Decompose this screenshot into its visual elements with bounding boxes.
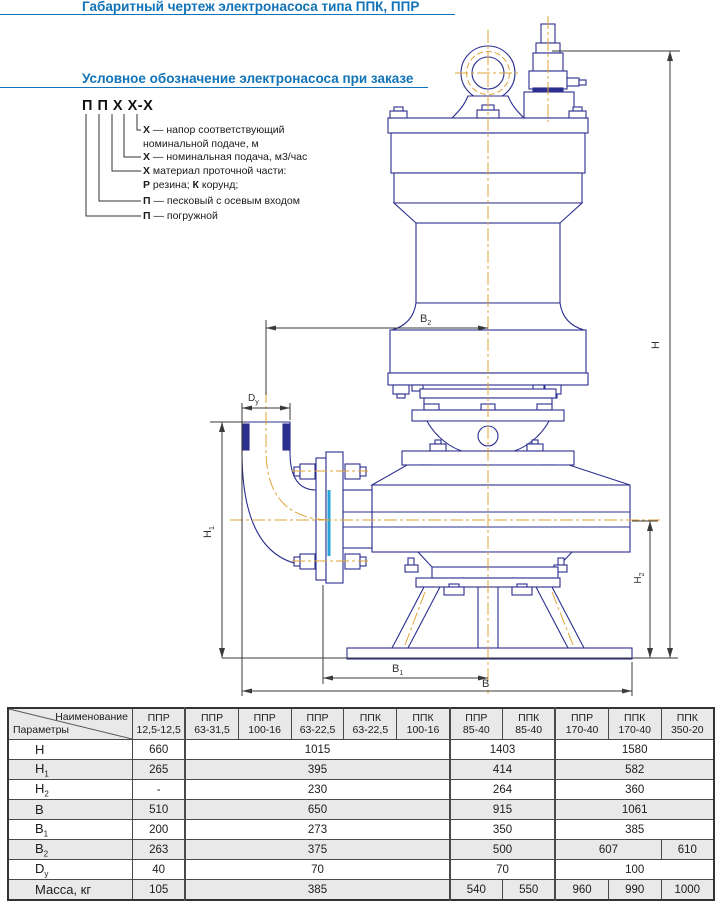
table-row xyxy=(8,840,714,860)
column-header: ППК 170-40 xyxy=(608,708,661,740)
parameter-label: $D_y$ xyxy=(8,860,133,880)
designation-item: П — песковый с осевым входом xyxy=(143,195,300,207)
table-body xyxy=(8,740,714,901)
value-cell: 990 xyxy=(608,880,661,901)
value-cell: 650 xyxy=(185,800,449,820)
table-corner-cell xyxy=(8,708,133,740)
value-cell: 40 xyxy=(133,860,186,880)
table-row xyxy=(8,800,714,820)
value-cell: 375 xyxy=(185,840,449,860)
base-plate xyxy=(347,648,632,659)
dim-label-b2: $B_2$ xyxy=(420,313,432,327)
value-cell: 915 xyxy=(450,800,556,820)
value-cell: 263 xyxy=(133,840,186,860)
parameter-label: Масса, кг xyxy=(8,880,133,901)
dim-label-dy: $D_y$ xyxy=(248,393,259,406)
value-cell: 960 xyxy=(555,880,608,901)
value-cell: 1403 xyxy=(450,740,556,760)
dim-label-h: H xyxy=(650,341,662,349)
value-cell: 1580 xyxy=(555,740,714,760)
value-cell: 500 xyxy=(450,840,556,860)
designation-item: Х — номинальная подача, м3/час xyxy=(143,151,308,163)
parameter-label: $B_2$ xyxy=(8,840,133,860)
corner-label-name: Наименование xyxy=(55,711,128,723)
pump-casing xyxy=(343,465,630,567)
value-cell: 200 xyxy=(133,820,186,840)
column-header: ППР 63-22,5 xyxy=(291,708,344,740)
value-cell: - xyxy=(133,780,186,800)
parameter-label: H xyxy=(8,740,133,760)
parameter-label: $H_1$ xyxy=(8,760,133,780)
table-row xyxy=(8,740,714,760)
value-cell: 273 xyxy=(185,820,449,840)
value-cell: 230 xyxy=(185,780,449,800)
designation-item: номинальной подаче, м xyxy=(143,138,259,150)
column-header: ППК 63-22,5 xyxy=(344,708,397,740)
value-cell: 70 xyxy=(450,860,556,880)
dim-label-h2: $H_2$ xyxy=(633,572,646,584)
column-header: ППР 100-16 xyxy=(238,708,291,740)
designation-item: Р резина; К корунд; xyxy=(143,179,239,191)
table-row xyxy=(8,760,714,780)
table-row xyxy=(8,780,714,800)
value-cell: 414 xyxy=(450,760,556,780)
value-cell: 607 xyxy=(555,840,661,860)
value-cell: 264 xyxy=(450,780,556,800)
designation-item: Х материал проточной части: xyxy=(143,165,287,177)
designation-item: П — погружной xyxy=(143,210,218,222)
parameter-label: $B_1$ xyxy=(8,820,133,840)
adapter-section xyxy=(393,385,574,472)
value-cell: 265 xyxy=(133,760,186,780)
designation-code: П П Х Х-Х xyxy=(82,98,154,114)
parameter-label: $H_2$ xyxy=(8,780,133,800)
value-cell: 1061 xyxy=(555,800,714,820)
pump-body xyxy=(242,24,632,659)
table-header-row xyxy=(8,708,714,740)
value-cell: 385 xyxy=(185,880,449,901)
value-cell: 385 xyxy=(555,820,714,840)
section-title-designation: Условное обозначение электронасоса при заказе xyxy=(82,71,414,86)
value-cell: 1000 xyxy=(661,880,714,901)
column-header: ППР 12,5-12,5 xyxy=(133,708,186,740)
legend-connectors xyxy=(86,114,141,216)
parameter-label: B xyxy=(8,800,133,820)
page-title: Габаритный чертеж электронасоса типа ППК, ППР xyxy=(82,0,420,14)
value-cell: 105 xyxy=(133,880,186,901)
column-header: ППК 85-40 xyxy=(503,708,556,740)
corner-label-params: Параметры xyxy=(13,724,69,736)
column-header: ППР 85-40 xyxy=(450,708,503,740)
value-cell: 540 xyxy=(450,880,503,901)
column-header: ППК 100-16 xyxy=(397,708,450,740)
value-cell: 582 xyxy=(555,760,714,780)
value-cell: 395 xyxy=(185,760,449,780)
column-header: ППР 170-40 xyxy=(555,708,608,740)
dim-label-h1: $H_1$ xyxy=(202,526,216,538)
value-cell: 350 xyxy=(450,820,556,840)
value-cell: 550 xyxy=(503,880,556,901)
table-row xyxy=(8,860,714,880)
value-cell: 1015 xyxy=(185,740,449,760)
cable-gland xyxy=(524,24,586,118)
value-cell: 100 xyxy=(555,860,714,880)
table-row xyxy=(8,880,714,901)
designation-item: Х — напор соответствующий xyxy=(143,124,285,136)
column-header: ППК 350-20 xyxy=(661,708,714,740)
dim-label-b: B xyxy=(482,678,490,690)
value-cell: 70 xyxy=(185,860,449,880)
value-cell: 510 xyxy=(133,800,186,820)
value-cell: 660 xyxy=(133,740,186,760)
support-stand xyxy=(347,558,632,659)
dim-label-b1: $B_1$ xyxy=(392,663,404,677)
table-row xyxy=(8,820,714,840)
column-header: ППР 63-31,5 xyxy=(185,708,238,740)
value-cell: 360 xyxy=(555,780,714,800)
value-cell: 610 xyxy=(661,840,714,860)
dimensions-table xyxy=(7,707,715,901)
